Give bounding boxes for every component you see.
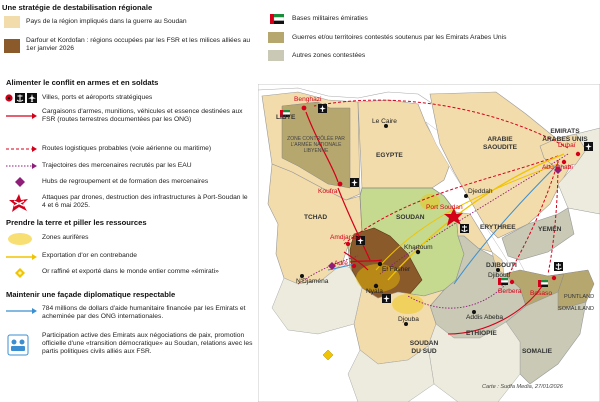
airport-icon-koufra bbox=[350, 178, 359, 187]
swatch-other-contested bbox=[268, 50, 284, 61]
label-berbera: Berbera bbox=[498, 288, 522, 295]
dot-berbera bbox=[510, 280, 514, 284]
gold-zone-icon bbox=[6, 232, 34, 246]
label-lna-zone: ZONE CONTRÔLÉE PAR L'ARMÉE NATIONALE LIBYENNE bbox=[287, 136, 345, 154]
s1-cities: Villes, ports et aéroports stratégiques bbox=[42, 94, 153, 101]
drone-attack-icon bbox=[8, 193, 30, 213]
humanitarian-aid-icon bbox=[4, 306, 38, 316]
s1-mercenaries: Trajectoires des mercenaires recrutés par les EAU bbox=[42, 162, 192, 169]
legend-top-title: Une stratégie de destabilisation régionale bbox=[2, 3, 153, 12]
dot-adre bbox=[352, 264, 356, 268]
label-addis: Addis Abeba bbox=[466, 314, 504, 321]
label-arabie: ARABIE SAOUDITE bbox=[482, 136, 518, 151]
dot-port-soudan bbox=[452, 212, 456, 216]
legend-other-contested: Autres zones contestées bbox=[292, 52, 366, 59]
label-soudan-sud: SOUDAN DU SUD bbox=[409, 340, 439, 355]
map-credit: Carte : Sudfa Media, 27/01/2026 bbox=[482, 384, 563, 390]
label-libye: LIBYE bbox=[276, 114, 296, 121]
map bbox=[258, 84, 600, 402]
section2-title: Prendre la terre et piller les ressources bbox=[6, 218, 147, 227]
uae-flag-icon bbox=[270, 14, 284, 24]
negotiation-icon bbox=[7, 334, 29, 356]
swatch-contested-uae bbox=[268, 32, 284, 43]
label-abu-dhabi: Abu Dhabi bbox=[542, 164, 573, 171]
swatch-occupied bbox=[4, 39, 20, 53]
section1-title: Alimenter le conflit en armes et en soldats bbox=[6, 78, 159, 87]
s1-drones: Attaques par drones, destruction des infrastructures à Port-Soudan le 4 et 6 mai 2025. bbox=[42, 194, 248, 210]
label-somalie: SOMALIE bbox=[522, 348, 553, 355]
label-egypte: EGYPTE bbox=[376, 152, 403, 159]
s1-logistic: Routes logistiques probables (voie aérienne ou maritime) bbox=[42, 145, 212, 152]
dot-amdjarass bbox=[346, 242, 350, 246]
logistic-route-icon bbox=[4, 144, 38, 154]
swatch-implicated bbox=[4, 16, 20, 28]
dot-benghazi bbox=[302, 106, 307, 111]
label-le-caire: Le Caire bbox=[372, 118, 397, 125]
label-port-soudan: Port Soudan bbox=[426, 204, 463, 211]
label-soudan: SOUDAN bbox=[396, 214, 425, 221]
s2-gold-zones: Zones aurifères bbox=[42, 234, 89, 241]
label-ethiopie: ETHIOPIE bbox=[466, 330, 497, 337]
section3-title: Maintenir une façade diplomatique respectable bbox=[6, 290, 176, 299]
s1-weapons: Cargaisons d'armes, munitions, véhicules et essence destinées aux FSR (routes terrestres documentées par les ONG) bbox=[42, 108, 243, 124]
label-nyala: Nyala bbox=[366, 288, 383, 295]
port-icon-port-soudan bbox=[460, 224, 469, 233]
dot-koufra bbox=[338, 182, 343, 187]
s3-humanitarian: 784 millions de dollars d'aide humanitaire financée par les Emirats et acheminée par des ONG internationales. bbox=[42, 305, 246, 321]
city-port-airport-icon bbox=[4, 92, 38, 104]
label-tchad: TCHAD bbox=[304, 214, 328, 221]
uae-base-flag-bosaso bbox=[538, 280, 548, 287]
label-erythree: ERYTHREE bbox=[480, 224, 516, 231]
label-el-fasher: El Fasher bbox=[382, 266, 411, 273]
port-icon-bosaso bbox=[554, 262, 563, 271]
label-bosaso: Bosaso bbox=[530, 290, 552, 297]
weapons-route-icon bbox=[4, 111, 38, 121]
legend-bases: Bases militaires émiraties bbox=[292, 15, 368, 22]
label-khartoum: Khartoum bbox=[404, 244, 433, 251]
s1-hubs: Hubs de regroupement et de formation des mercenaires bbox=[42, 178, 209, 185]
label-djouba: Djouba bbox=[398, 316, 419, 323]
label-somaliland: SOMALILAND bbox=[558, 306, 595, 312]
mercenary-route-icon bbox=[4, 161, 38, 171]
hub-diamond-icon bbox=[14, 176, 26, 188]
label-puntland: PUNTLAND bbox=[564, 294, 595, 300]
label-ndjamena: N'Djaména bbox=[296, 278, 329, 285]
dot-bosaso bbox=[552, 276, 556, 280]
s2-gold-export: Exportation d'or en contrebande bbox=[42, 252, 137, 259]
label-djeddah: Djeddah bbox=[468, 188, 493, 195]
label-yemen: YEMEN bbox=[538, 226, 562, 233]
gold-export-icon bbox=[4, 252, 38, 262]
label-adre: Adré bbox=[334, 260, 348, 267]
label-amdjarass: Amdjarass bbox=[330, 234, 362, 241]
legend-top bbox=[0, 0, 600, 72]
label-dubai: Dubaï bbox=[558, 142, 576, 149]
refined-gold-icon bbox=[14, 267, 26, 279]
label-djibouti-city: Djibouti bbox=[488, 272, 510, 279]
gold-zone-2 bbox=[392, 294, 424, 314]
dot-dubai bbox=[576, 152, 580, 156]
legend-occupied: Darfour et Kordofan : régions occupées par les FSR et les milices alliées au 1er janvier 2026 bbox=[26, 37, 251, 53]
airport-icon-dubai bbox=[584, 142, 593, 151]
label-djibouti: DJIBOUTI bbox=[486, 262, 517, 269]
legend-contested-uae: Guerres et/ou territoires contestés soutenus par les Emirats Arabes Unis bbox=[292, 34, 507, 41]
label-emirats: EMIRATS ARABES UNIS bbox=[542, 128, 588, 143]
legend-implicated: Pays de la région impliqués dans la guerre au Soudan bbox=[26, 18, 187, 25]
airport-icon-benghazi bbox=[318, 104, 327, 113]
label-koufra: Koufra bbox=[318, 188, 338, 195]
airport-icon-nyala bbox=[382, 294, 391, 303]
s3-negotiations: Participation active des Emirats aux négociations de paix, promotion officielle d'une «transition démocratique» au Soudan, relations avec les partis politiques civils alliés aux FSR. bbox=[42, 332, 253, 356]
legend-left bbox=[0, 72, 258, 402]
label-benghazi: Benghazi bbox=[294, 96, 322, 103]
s2-refined-gold: Or raffiné et exporté dans le monde entier comme «émirati» bbox=[42, 268, 219, 275]
